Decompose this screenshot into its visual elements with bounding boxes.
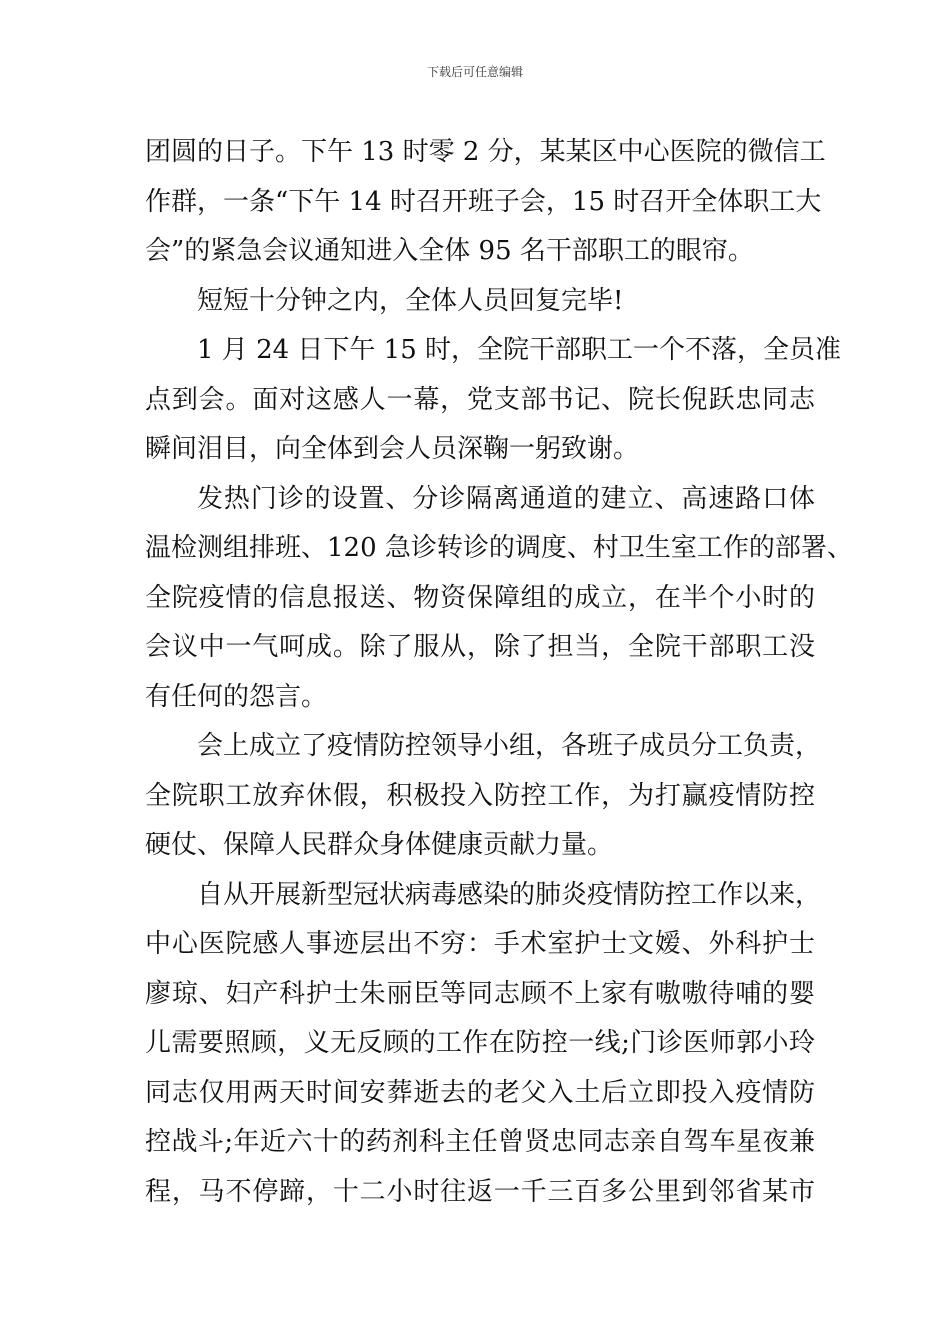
paragraph-line: 中心医院感人事迹层出不穷：手术室护士文嫒、外科护士 xyxy=(145,929,815,959)
paragraph-line: 团圆的日子。下午 13 时零 2 分，某某区中心医院的微信工 xyxy=(145,137,826,167)
paragraph-line: 1 月 24 日下午 15 时，全院干部职工一个不落，全员准 xyxy=(197,335,842,365)
paragraph xyxy=(145,722,822,871)
paragraph xyxy=(145,475,853,723)
paragraph-line: 瞬间泪目，向全体到会人员深鞠一躬致谢。 xyxy=(145,434,640,464)
paragraph-line: 全院职工放弃休假，积极投入防控工作，为打赢疫情防控 xyxy=(145,780,815,811)
paragraph xyxy=(145,871,822,1218)
paragraph-line: 同志仅用两天时间安葬逝去的老父入土后立即投入疫情防 xyxy=(145,1077,815,1108)
paragraph xyxy=(145,277,815,327)
paragraph-line: 全院疫情的信息报送、物资保障组的成立，在半个小时的 xyxy=(145,582,815,613)
paragraph-line: 有任何的怨言。 xyxy=(145,681,328,712)
paragraph-line: 自从开展新型冠状病毒感染的肺炎疫情防控工作以来， xyxy=(197,879,822,910)
paragraph-line: 控战斗;年近六十的药剂科主任曾贤忠同志亲自驾车星夜兼 xyxy=(145,1127,815,1157)
paragraph-line: 程，马不停蹄，十二小时往返一千三百多公里到邻省某市 xyxy=(145,1176,815,1207)
paragraph-line: 发热门诊的设置、分诊隔离通道的建立、高速路口体 xyxy=(197,483,815,514)
paragraph-line: 短短十分钟之内，全体人员回复完毕! xyxy=(197,285,624,316)
paragraph-line: 儿需要照顾，义无反顾的工作在防控一线;门诊医师郭小玲 xyxy=(145,1028,815,1058)
paragraph-line: 廖琼、妇产科护士朱丽臣等同志顾不上家有嗷嗷待哺的婴 xyxy=(145,978,815,1009)
paragraph xyxy=(145,326,842,475)
paragraph xyxy=(145,128,826,277)
paragraph-line: 点到会。面对这感人一幕，党支部书记、院长倪跃忠同志 xyxy=(145,384,815,415)
paragraph-line: 会上成立了疫情防控领导小组，各班子成员分工负责， xyxy=(197,731,822,761)
document-body xyxy=(145,128,853,1217)
paragraph-line: 温检测组排班、120 急诊转诊的调度、村卫生室工作的部署、 xyxy=(145,533,853,563)
paragraph-line: 硬仗、保障人民群众身体健康贡献力量。 xyxy=(145,830,614,860)
paragraph-line: 作群，一条“下午 14 时召开班子会，15 时召开全体职工大 xyxy=(145,186,822,217)
paragraph-line: 会议中一气呵成。除了服从，除了担当，全院干部职工没 xyxy=(145,632,815,662)
paragraph-line: 会”的紧急会议通知进入全体 95 名干部职工的眼帘。 xyxy=(145,236,754,266)
page-header: 下载后可任意编辑 xyxy=(426,65,523,79)
